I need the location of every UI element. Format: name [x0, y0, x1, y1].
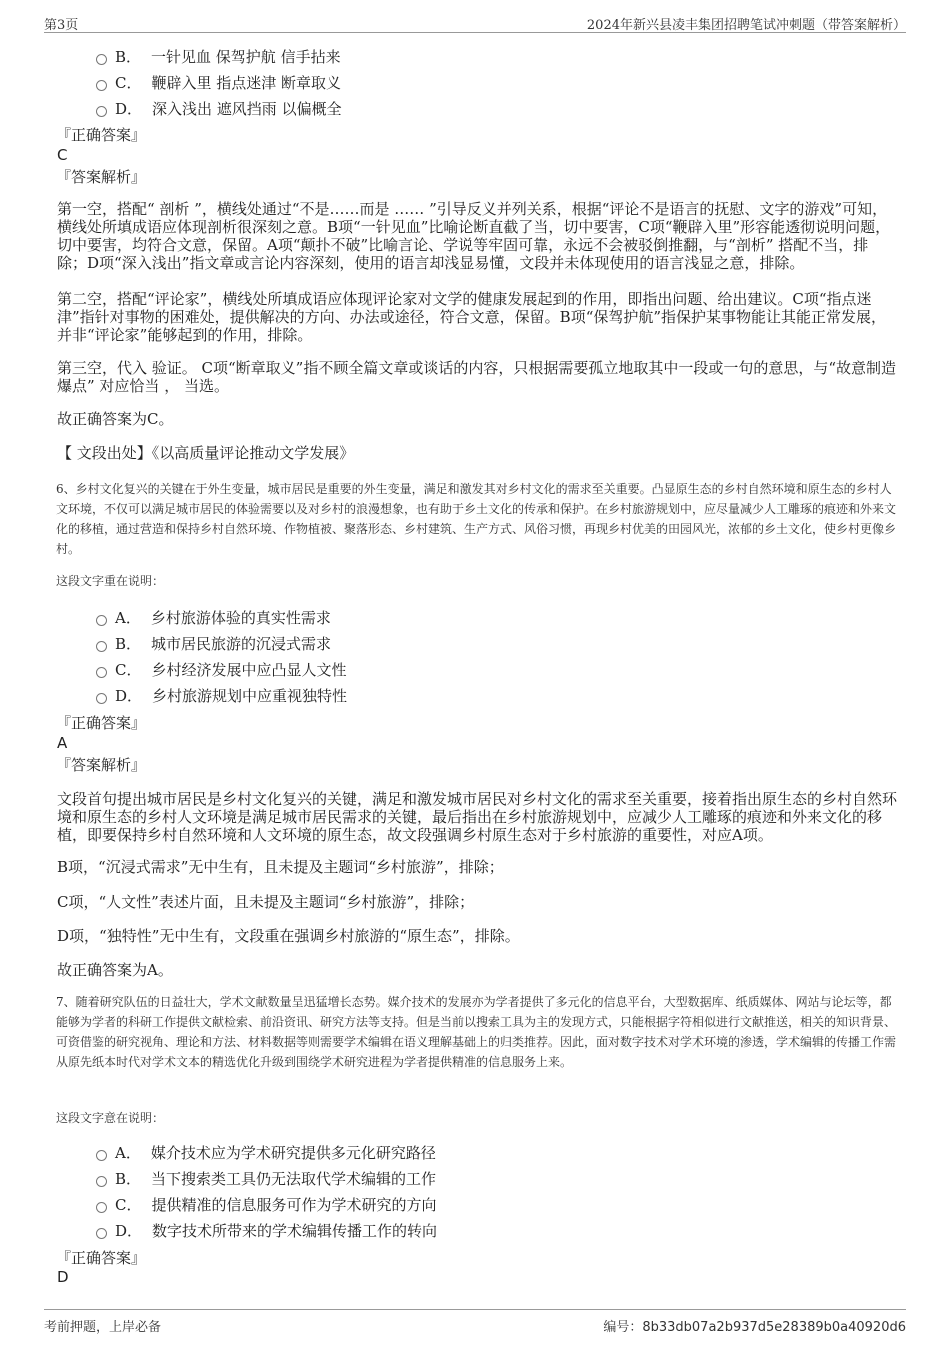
q6-option-b[interactable]: B． 城市居民旅游的沉浸式需求	[96, 633, 331, 655]
radio-icon[interactable]	[96, 1228, 107, 1239]
radio-icon[interactable]	[96, 667, 107, 678]
radio-icon[interactable]	[96, 54, 107, 65]
radio-icon[interactable]	[96, 1202, 107, 1213]
q5-analysis-conclusion: 故正确答案为C。	[57, 410, 174, 428]
q6-question: 6、乡村文化复兴的关键在于外生变量，城市居民是重要的外生变量，满足和激发其对乡村文化的需求至关重要。凸显原生态的乡村自然环境和原生态的乡村人文环境，不仅可以满足城市居民的体验需要以及对乡村的浪漫想象，也有助于乡土文化的传承和保护。在乡村旅游规划中，应尽量减少人工雕琢的痕迹和外来文化的移植，通过营造和保持乡村自然环境、作物植被、聚落形态、乡村建筑、生产方式、风俗习惯，再现乡村优美的田园风光，浓郁的乡土文化，使乡村更像乡村。	[56, 482, 897, 556]
footer-slogan: 考前押题，上岸必备	[44, 1320, 162, 1335]
q6-answer: A	[57, 734, 68, 752]
q7-option-a[interactable]: A． 媒介技术应为学术研究提供多元化研究路径	[96, 1142, 436, 1164]
q7-stem: 这段文字意在说明：	[56, 1111, 165, 1125]
q7-answer: D	[57, 1268, 69, 1286]
q6-analysis-option-c: C项，“人文性”表述片面，且未提及主题词“乡村旅游”，排除；	[57, 893, 475, 911]
q5-analysis-paragraph-3: 第三空，代入 验证。 C项“断章取义”指不顾全篇文章或谈话的内容，只根据需要孤立地取其中一段或一句的意思，与“故意制造爆点” 对应恰当 ， 当选。	[57, 359, 897, 395]
q6-option-c[interactable]: C． 乡村经济发展中应凸显人文性	[96, 659, 347, 681]
q6-answer-label: 『正确答案』	[56, 714, 147, 732]
q5-source: 【 文段出处】《以高质量评论推动文学发展》	[57, 444, 355, 462]
page-footer	[44, 1309, 906, 1334]
q6-analysis-label: 『答案解析』	[56, 756, 147, 774]
q6-analysis-conclusion: 故正确答案为A。	[57, 961, 173, 979]
q5-option-d[interactable]: D． 深入浅出 遮风挡雨 以偏概全	[96, 98, 342, 120]
q5-answer-label: 『正确答案』	[56, 126, 147, 144]
q5-answer: C	[57, 146, 68, 164]
q6-option-d[interactable]: D． 乡村旅游规划中应重视独特性	[96, 685, 347, 707]
q5-option-c[interactable]: C． 鞭辟入里 指点迷津 断章取义	[96, 72, 341, 94]
q7-question: 7、随着研究队伍的日益壮大，学术文献数量呈迅猛增长态势。媒介技术的发展亦为学者提供了多元化的信息平台，大型数据库、纸质媒体、网站与论坛等，都能够为学者的科研工作提供文献检索、前沿资讯、研究方法等支持。但是当前以搜索工具为主的发现方式，只能根据字符相似进行文献推送，相关的知识背景、可资借鉴的研究视角、理论和方法、材料数据等则需要学术编辑在语义理解基础上的归类推荐。因此，面对数字技术对学术环境的渗透，学术编辑的传播工作需从原先纸本时代对学术文本的精选优化升级到围绕学术研究进程为学者提供精准的信息服务上来。	[56, 995, 897, 1069]
q7-option-b[interactable]: B． 当下搜索类工具仍无法取代学术编辑的工作	[96, 1168, 436, 1190]
q5-analysis-paragraph-1: 第一空，搭配“ 剖析 ”，横线处通过“不是……而是 …… ”引导反义并列关系，根据“评论不是语言的抚慰、文字的游戏”可知，横线处所填成语应体现剖析很深刻之意。B项“一针见血”比喻论断直截了当，切中要害，C项“鞭辟入里”形容能透彻说明问题，切中要害，均符合文意，保留。A项“颠扑不破”比喻言论、学说等牢固可靠，永远不会被驳倒推翻，与“剖析” 搭配不当，排除；D项“深入浅出”指文章或言论内容深刻，使用的语言却浅显易懂，文段并未体现使用的语言浅显之意，排除。	[57, 200, 891, 272]
page-number: 第3页	[44, 18, 79, 33]
radio-icon[interactable]	[96, 641, 107, 652]
q6-analysis-paragraph-1: 文段首句提出城市居民是乡村文化复兴的关键，满足和激发城市居民对乡村文化的需求至关重要，接着指出原生态的乡村自然环境和原生态的乡村人文环境是满足城市居民需求的关键，最后指出在乡村旅游规划中，应减少人工雕琢的痕迹和外来文化的移植，即要保持乡村自然环境和人文环境的原生态，故文段强调乡村原生态对于乡村旅游的重要性，对应A项。	[57, 790, 898, 844]
q5-analysis-label: 『答案解析』	[56, 168, 147, 186]
q6-option-a[interactable]: A． 乡村旅游体验的真实性需求	[96, 607, 331, 629]
q6-analysis-option-b: B项，“沉浸式需求”无中生有，且未提及主题词“乡村旅游”，排除；	[57, 858, 504, 876]
radio-icon[interactable]	[96, 80, 107, 91]
q5-option-b[interactable]: B． 一针见血 保驾护航 信手拈来	[96, 46, 341, 68]
document-code	[603, 1316, 906, 1335]
radio-icon[interactable]	[96, 615, 107, 626]
q6-analysis-option-d: D项，“独特性”无中生有，文段重在强调乡村旅游的“原生态”，排除。	[57, 927, 520, 945]
page-header	[44, 10, 906, 33]
radio-icon[interactable]	[96, 1150, 107, 1161]
radio-icon[interactable]	[96, 106, 107, 117]
document-code-value: 8b33db07a2b937d5e28389b0a40920d6	[642, 1320, 906, 1335]
document-title: 2024年新兴县凌丰集团招聘笔试冲刺题（带答案解析）	[586, 18, 906, 33]
q5-analysis-paragraph-2: 第二空，搭配“评论家”，横线处所填成语应体现评论家对文学的健康发展起到的作用，即指出问题、给出建议。C项“指点迷津”指针对事物的困难处，提供解决的方向、办法或途径，符合文意，保留。B项“保驾护航”指保护某事物能让其能正常发展，并非“评论家”能够起到的作用，排除。	[57, 290, 887, 344]
q7-answer-label: 『正确答案』	[56, 1249, 147, 1267]
q7-option-c[interactable]: C． 提供精准的信息服务可作为学术研究的方向	[96, 1194, 437, 1216]
radio-icon[interactable]	[96, 693, 107, 704]
document-code-label: 编号：	[603, 1320, 643, 1335]
q6-stem: 这段文字重在说明：	[56, 574, 165, 588]
q7-option-d[interactable]: D． 数字技术所带来的学术编辑传播工作的转向	[96, 1220, 437, 1242]
radio-icon[interactable]	[96, 1176, 107, 1187]
